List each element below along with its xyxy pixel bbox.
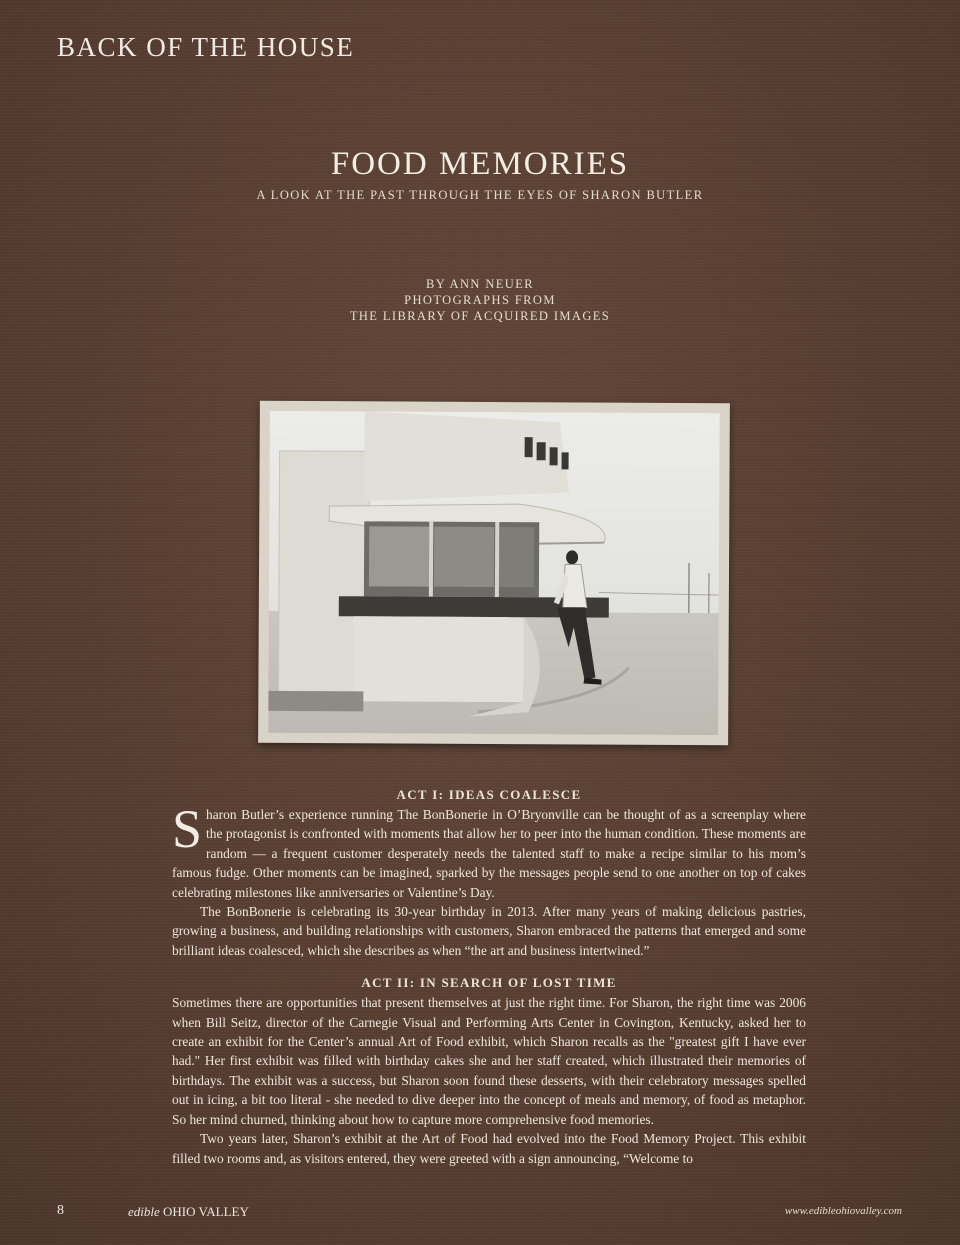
drop-cap: S [172, 799, 203, 859]
website-url: www.edibleohiovalley.com [784, 1205, 902, 1217]
byline-author: BY ANN NEUER [425, 277, 534, 291]
act-two-paragraph-1: Sometimes there are opportunities that present themselves at just the right time. For Sharon, the right time was 2006 when Bill Seitz, director of the Carnegie Visual and Performing Arts Center in Covington, Kentucky, asked her to create an exhibit for the Center’s annual Art of Food exhibit, which Sharon recalls as the "greatest gift I have ever had." Her first exhibit was filled with birthday cakes she and her staff created, which illustrated their memories of birthdays. The exhibit was a success, but Sharon soon found these desserts, with their celebratory messages spelled out in icing, a bit too literal - she needed to dive deeper into the concept of meals and memory, of food as metaphor. So her mind churned, thinking about how to capture more comprehensive food memories. [172, 995, 806, 1127]
page-number: 8 [57, 1203, 64, 1218]
article-subtitle: A LOOK AT THE PAST THROUGH THE EYES OF SHARON BUTLER [256, 188, 704, 202]
magazine-name-italic: edible [128, 1204, 160, 1219]
act-two-heading: ACT II: IN SEARCH OF LOST TIME [361, 975, 617, 991]
act-one-paragraph-1-text: haron Butler’s experience running The BonBonerie in O’Bryonville can be thought of as a screenplay where the protagonist is confronted with moments that allow her to peer into the human condition. These moments are random — a frequent customer desperately needs the talented staff to make a recipe similar to his mom’s famous fudge. Other moments can be imagined, sparked by the messages people send to one another on top of cakes celebrating milestones like anniversaries or Valentine’s Day. [172, 807, 806, 900]
article-title: FOOD MEMORIES [330, 146, 630, 182]
article-body [172, 786, 806, 1168]
section-gap [172, 960, 806, 974]
act-one-heading: ACT I: IDEAS COALESCE [396, 787, 582, 802]
act-two-paragraph-2: Two years later, Sharon’s exhibit at the Art of Food had evolved into the Food Memory Project. This exhibit filled two rooms and, as visitors entered, they were greeted with a sign announcing, “Welcome to [172, 1131, 806, 1166]
magazine-name-rest: OHIO VALLEY [163, 1204, 249, 1219]
byline [0, 276, 960, 324]
byline-photos-line2: THE LIBRARY OF ACQUIRED IMAGES [349, 309, 611, 323]
act-one-paragraph-1 [172, 799, 806, 902]
vintage-photograph [258, 401, 730, 745]
section-label-text: BACK OF THE HOUSE [57, 32, 355, 62]
byline-photos-line1: PHOTOGRAPHS FROM [404, 293, 556, 307]
act-one-paragraph-2: The BonBonerie is celebrating its 30-year birthday in 2013. After many years of making delicious pastries, growing a business, and building relationships with customers, Sharon embraced the patterns that emerged and some brilliant ideas coalesced, which she describes as when “the art and business intertwined.” [172, 904, 806, 958]
kiosk-photo-image [268, 411, 720, 735]
magazine-name [128, 1204, 249, 1220]
